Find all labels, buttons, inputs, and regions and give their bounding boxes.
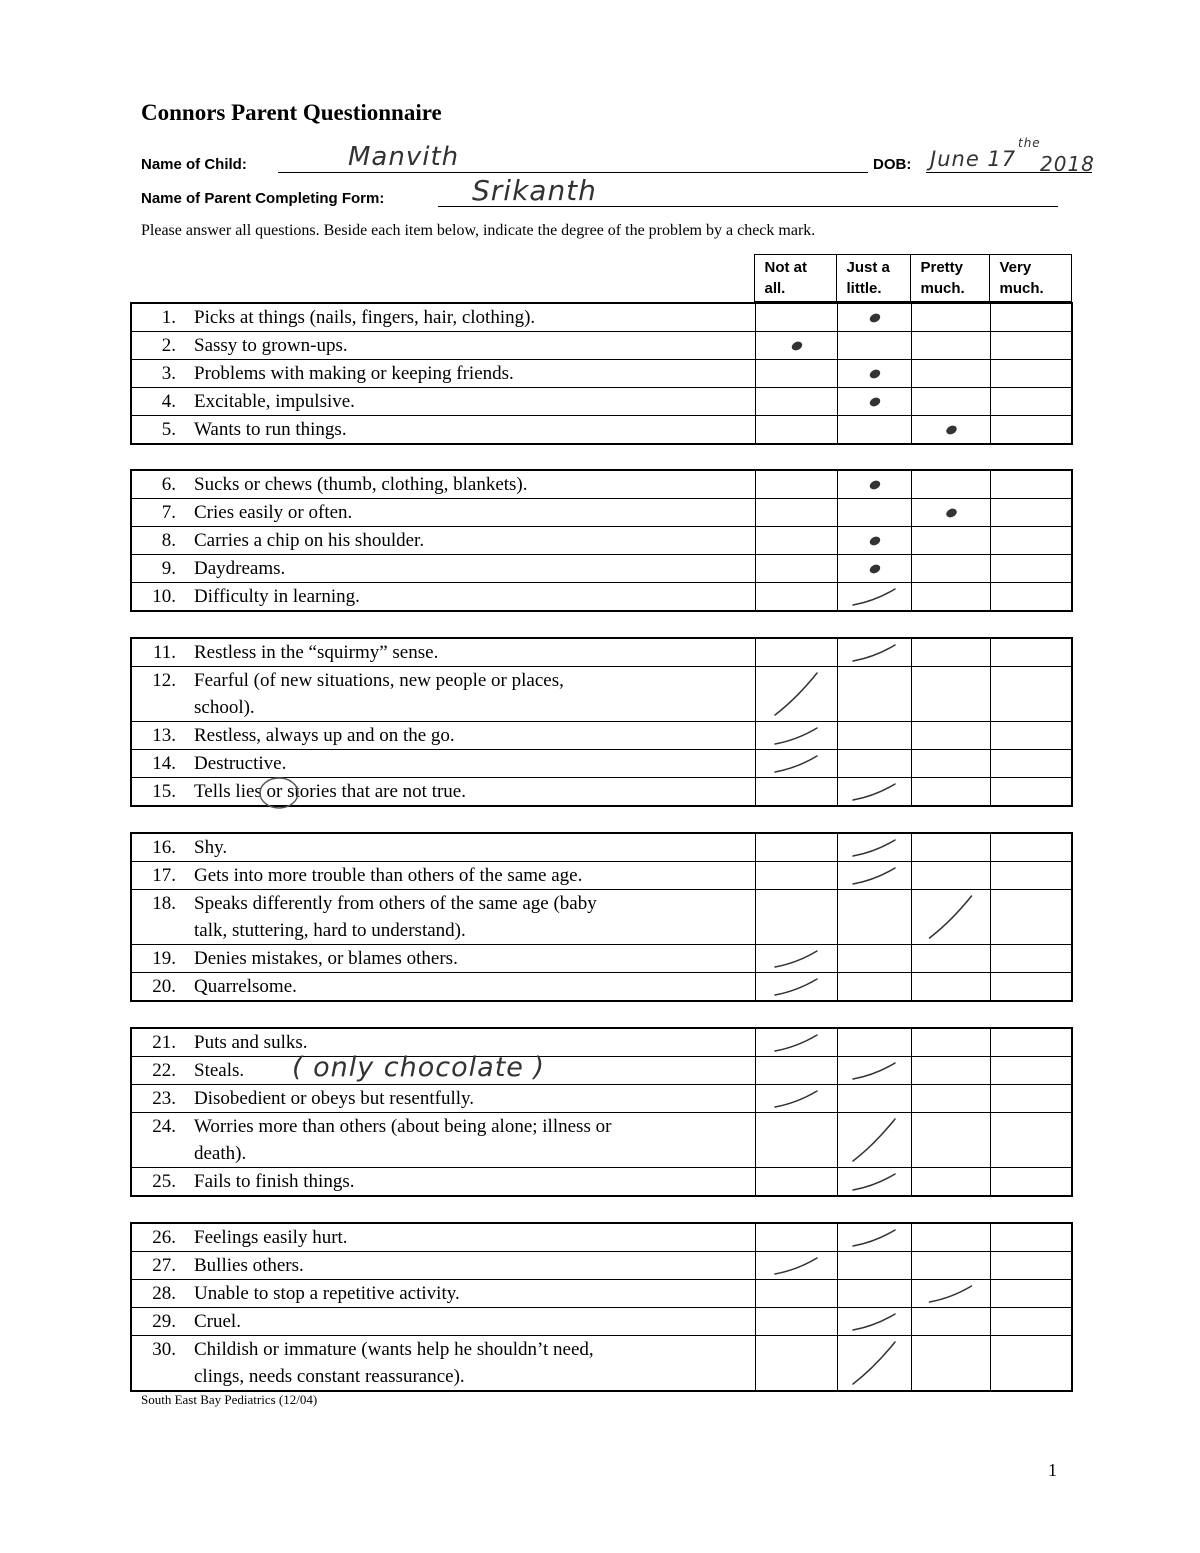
answer-cell-1[interactable] [755,722,837,750]
answer-cell-2[interactable] [837,527,911,555]
answer-cell-1[interactable] [755,862,837,890]
check-mark [912,416,991,444]
question-number: 17. [152,865,176,886]
answer-cell-1[interactable] [755,332,837,360]
question-number: 15. [152,781,176,802]
check-mark [838,639,912,667]
question-text: Destructive. [194,753,287,774]
answer-cell-2[interactable] [837,833,911,862]
check-mark [912,890,991,944]
question-row [131,973,1072,1002]
parent-name-value: Srikanth [472,174,597,207]
answer-cell-1[interactable] [755,470,837,499]
question-text: Speaks differently from others of the same age (baby talk, stuttering, hard to understand). [194,893,597,941]
question-number: 8. [161,530,176,551]
question-text: Sassy to grown-ups. [194,335,348,356]
question-number: 28. [152,1283,176,1304]
answer-cell-3[interactable] [911,527,990,555]
question-row [131,1085,1072,1113]
question-row [131,555,1072,583]
question-row [131,1336,1072,1392]
column-header [130,254,1072,302]
answer-cell-2[interactable] [837,945,911,973]
question-text: Daydreams. [194,558,286,579]
answer-cell-2[interactable] [837,973,911,1002]
answer-cell-3[interactable] [911,973,990,1002]
question-text: Worries more than others (about being alone; illness or death). [194,1116,612,1164]
question-cell [131,1280,755,1308]
answer-cell-1[interactable] [755,667,837,722]
question-text: Gets into more trouble than others of the same age. [194,865,583,886]
check-mark [838,1308,912,1336]
answer-cell-1[interactable] [755,1028,837,1057]
question-cell [131,750,755,778]
answer-cell-4[interactable] [990,1113,1072,1168]
check-mark [756,667,838,721]
question-cell [131,833,755,862]
question-number: 7. [161,502,176,523]
question-number: 18. [152,893,176,914]
answer-cell-4[interactable] [990,890,1072,945]
answer-cell-1[interactable] [755,1308,837,1336]
check-mark [838,834,912,862]
answer-cell-2[interactable] [837,416,911,445]
question-cell [131,555,755,583]
answer-cell-3[interactable] [911,1252,990,1280]
answer-cell-3[interactable] [911,890,990,945]
question-number: 22. [152,1060,176,1081]
answer-cell-4[interactable] [990,470,1072,499]
question-cell [131,1308,755,1336]
question-number: 4. [161,391,176,412]
answer-cell-3[interactable] [911,416,990,445]
answer-cell-4[interactable] [990,1223,1072,1252]
answer-cell-4[interactable] [990,722,1072,750]
answer-cell-1[interactable] [755,1057,837,1085]
question-row [131,1113,1072,1168]
item-group [130,832,1073,1002]
answer-cell-1[interactable] [755,555,837,583]
answer-cell-1[interactable] [755,388,837,416]
answer-cell-2[interactable] [837,303,911,332]
question-text: Sucks or chews (thumb, clothing, blankets). [194,474,528,495]
question-cell [131,1085,755,1113]
answer-cell-3[interactable] [911,1308,990,1336]
question-row [131,1028,1072,1057]
question-number: 21. [152,1032,176,1053]
answer-cell-3[interactable] [911,1168,990,1197]
answer-cell-2[interactable] [837,1057,911,1085]
answer-cell-2[interactable] [837,583,911,612]
question-text: Cruel. [194,1311,241,1332]
question-row [131,388,1072,416]
check-mark [756,332,838,360]
answer-cell-3[interactable] [911,638,990,667]
child-name-field[interactable] [278,172,868,173]
check-mark [838,1113,912,1167]
answer-cell-3[interactable] [911,1336,990,1392]
answer-cell-1[interactable] [755,527,837,555]
answer-cell-2[interactable] [837,1113,911,1168]
question-cell [131,1336,755,1392]
answer-cell-3[interactable] [911,862,990,890]
answer-cell-1[interactable] [755,1223,837,1252]
answer-cell-4[interactable] [990,862,1072,890]
question-row [131,1168,1072,1197]
dob-label: DOB: [873,156,912,173]
question-cell [131,862,755,890]
answer-cell-4[interactable] [990,945,1072,973]
question-cell [131,1113,755,1168]
question-text: Excitable, impulsive. [194,391,355,412]
answer-cell-4[interactable] [990,499,1072,527]
check-mark [912,499,991,527]
question-text: Wants to run things. [194,419,347,440]
question-cell [131,667,755,722]
check-mark [756,973,838,1001]
child-name-label: Name of Child: [141,156,247,173]
question-number: 3. [161,363,176,384]
check-mark [756,1029,838,1057]
answer-cell-1[interactable] [755,1336,837,1392]
answer-cell-4[interactable] [990,583,1072,612]
answer-cell-3[interactable] [911,583,990,612]
answer-cell-2[interactable] [837,862,911,890]
answer-cell-1[interactable] [755,973,837,1002]
steals-note: ( only chocolate ) [292,1052,546,1083]
question-row [131,1308,1072,1336]
answer-cell-4[interactable] [990,778,1072,807]
lies-circle [258,775,308,811]
answer-cell-3[interactable] [911,1223,990,1252]
check-mark [756,722,838,750]
answer-cell-3[interactable] [911,1028,990,1057]
answer-cell-3[interactable] [911,555,990,583]
page-title: Connors Parent Questionnaire [141,100,442,125]
column-not-at-all: Not at all. [754,255,836,302]
column-just-a-little: Just a little. [836,255,910,302]
question-number: 12. [152,670,176,691]
question-row [131,945,1072,973]
question-number: 20. [152,976,176,997]
answer-cell-3[interactable] [911,667,990,722]
answer-cell-4[interactable] [990,1336,1072,1392]
answer-cell-4[interactable] [990,1280,1072,1308]
question-text: Restless, always up and on the go. [194,725,455,746]
question-text: Feelings easily hurt. [194,1227,348,1248]
question-text: Bullies others. [194,1255,304,1276]
answer-cell-4[interactable] [990,303,1072,332]
check-mark [838,583,912,611]
question-cell [131,527,755,555]
answer-cell-4[interactable] [990,1308,1072,1336]
answer-cell-3[interactable] [911,1085,990,1113]
question-cell [131,1223,755,1252]
question-row [131,1280,1072,1308]
item-group [130,1222,1073,1392]
question-number: 23. [152,1088,176,1109]
question-text: Shy. [194,837,228,858]
question-number: 10. [152,586,176,607]
answer-cell-1[interactable] [755,638,837,667]
question-row [131,303,1072,332]
question-cell [131,945,755,973]
answer-cell-4[interactable] [990,332,1072,360]
answer-cell-1[interactable] [755,833,837,862]
dob-value: June 17 [930,147,1017,171]
check-mark [838,1224,912,1252]
answer-cell-1[interactable] [755,303,837,332]
answer-cell-2[interactable] [837,750,911,778]
question-cell [131,583,755,612]
question-number: 30. [152,1339,176,1360]
answer-cell-3[interactable] [911,778,990,807]
answer-cell-3[interactable] [911,1113,990,1168]
answer-cell-2[interactable] [837,555,911,583]
check-mark [838,1057,912,1085]
question-text: Quarrelsome. [194,976,297,997]
question-cell [131,470,755,499]
check-mark [838,388,912,416]
answer-cell-1[interactable] [755,1252,837,1280]
question-row [131,416,1072,445]
check-mark [912,1280,991,1308]
answer-cell-2[interactable] [837,1028,911,1057]
answer-cell-2[interactable] [837,1280,911,1308]
answer-cell-1[interactable] [755,1168,837,1197]
answer-cell-4[interactable] [990,1057,1072,1085]
question-cell [131,638,755,667]
answer-cell-3[interactable] [911,332,990,360]
question-text: Steals. [194,1060,245,1081]
answer-cell-3[interactable] [911,833,990,862]
question-number: 11. [152,642,176,663]
answer-cell-1[interactable] [755,890,837,945]
check-mark [838,778,912,806]
answer-cell-1[interactable] [755,750,837,778]
answer-cell-2[interactable] [837,638,911,667]
answer-cell-4[interactable] [990,750,1072,778]
answer-cell-4[interactable] [990,833,1072,862]
question-number: 6. [161,474,176,495]
question-row [131,527,1072,555]
answer-cell-4[interactable] [990,388,1072,416]
answer-cell-4[interactable] [990,360,1072,388]
check-mark [838,527,912,555]
check-mark [838,862,912,890]
question-text: Childish or immature (wants help he shouldn’t need, clings, needs constant reassurance). [194,1339,594,1387]
page-number: 1 [1048,1460,1057,1480]
answer-cell-2[interactable] [837,667,911,722]
answer-cell-2[interactable] [837,1085,911,1113]
item-group [130,469,1073,612]
question-cell [131,1168,755,1197]
question-number: 27. [152,1255,176,1276]
question-number: 16. [152,837,176,858]
question-cell [131,722,755,750]
answer-cell-4[interactable] [990,638,1072,667]
item-group [130,1027,1073,1197]
answer-cell-4[interactable] [990,555,1072,583]
check-mark [756,1085,838,1113]
answer-cell-3[interactable] [911,1280,990,1308]
answer-cell-2[interactable] [837,722,911,750]
question-row [131,583,1072,612]
answer-cell-3[interactable] [911,750,990,778]
answer-cell-2[interactable] [837,1168,911,1197]
question-row [131,638,1072,667]
answer-cell-3[interactable] [911,945,990,973]
column-pretty-much: Pretty much. [910,255,989,302]
question-number: 14. [152,753,176,774]
question-number: 29. [152,1311,176,1332]
answer-cell-1[interactable] [755,499,837,527]
answer-cell-2[interactable] [837,360,911,388]
question-row [131,470,1072,499]
question-cell [131,416,755,445]
question-cell [131,388,755,416]
check-mark [756,750,838,778]
answer-cell-1[interactable] [755,1113,837,1168]
question-number: 5. [161,419,176,440]
question-cell [131,303,755,332]
question-text: Carries a chip on his shoulder. [194,530,425,551]
question-row [131,360,1072,388]
question-row [131,722,1072,750]
question-text: Fearful (of new situations, new people or places, school). [194,670,564,718]
question-cell [131,973,755,1002]
answer-cell-1[interactable] [755,360,837,388]
answer-cell-2[interactable] [837,778,911,807]
question-cell [131,1252,755,1280]
question-row [131,667,1072,722]
question-number: 13. [152,725,176,746]
child-name-value: Manvith [348,142,460,172]
question-cell [131,778,755,807]
item-group [130,302,1073,445]
question-row [131,862,1072,890]
question-number: 19. [152,948,176,969]
question-text: Problems with making or keeping friends. [194,363,514,384]
answer-cell-2[interactable] [837,332,911,360]
answer-cell-2[interactable] [837,388,911,416]
answer-cell-3[interactable] [911,722,990,750]
question-number: 1. [161,307,176,328]
answer-cell-3[interactable] [911,499,990,527]
question-row [131,750,1072,778]
question-row [131,332,1072,360]
answer-cell-4[interactable] [990,1252,1072,1280]
answer-cell-3[interactable] [911,470,990,499]
answer-cell-1[interactable] [755,416,837,445]
dob-year: 2018 [1040,152,1095,176]
answer-cell-3[interactable] [911,388,990,416]
answer-cell-2[interactable] [837,890,911,945]
answer-cell-1[interactable] [755,945,837,973]
answer-cell-1[interactable] [755,1085,837,1113]
answer-cell-3[interactable] [911,360,990,388]
column-very-much: Very much. [989,255,1071,302]
question-text: Puts and sulks. [194,1032,308,1053]
question-number: 26. [152,1227,176,1248]
question-cell [131,360,755,388]
question-row [131,1252,1072,1280]
question-number: 2. [161,335,176,356]
question-row [131,833,1072,862]
question-cell [131,890,755,945]
answer-cell-2[interactable] [837,470,911,499]
answer-cell-2[interactable] [837,1223,911,1252]
answer-cell-1[interactable] [755,583,837,612]
question-text: Denies mistakes, or blames others. [194,948,458,969]
answer-cell-4[interactable] [990,1028,1072,1057]
question-cell [131,499,755,527]
question-cell [131,332,755,360]
check-mark [838,1336,912,1390]
answer-cell-2[interactable] [837,1308,911,1336]
question-row [131,890,1072,945]
question-number: 9. [161,558,176,579]
answer-cell-4[interactable] [990,416,1072,445]
question-text: Difficulty in learning. [194,586,360,607]
answer-cell-2[interactable] [837,1252,911,1280]
check-mark [756,945,838,973]
check-mark [838,304,912,332]
check-mark [838,360,912,388]
question-text: Cries easily or often. [194,502,353,523]
instructions: Please answer all questions. Beside each item below, indicate the degree of the problem by a check mark. [141,222,816,239]
dob-suffix: the [1018,136,1041,150]
question-row [131,1223,1072,1252]
question-number: 25. [152,1171,176,1192]
check-mark [838,555,912,583]
question-text: Disobedient or obeys but resentfully. [194,1088,475,1109]
question-text: Tells lies or stories that are not true. [194,781,466,802]
answer-cell-3[interactable] [911,303,990,332]
question-text: Unable to stop a repetitive activity. [194,1283,460,1304]
answer-cell-4[interactable] [990,667,1072,722]
answer-cell-2[interactable] [837,499,911,527]
answer-cell-1[interactable] [755,778,837,807]
question-row [131,499,1072,527]
check-mark [756,1252,838,1280]
answer-cell-3[interactable] [911,1057,990,1085]
footer: South East Bay Pediatrics (12/04) [141,1392,318,1407]
check-mark [838,1168,912,1196]
parent-name-label: Name of Parent Completing Form: [141,190,385,207]
answer-cell-2[interactable] [837,1336,911,1392]
question-text: Picks at things (nails, fingers, hair, clothing). [194,307,536,328]
answer-cell-4[interactable] [990,973,1072,1002]
answer-cell-1[interactable] [755,1280,837,1308]
question-row [131,1057,1072,1085]
question-number: 24. [152,1116,176,1137]
answer-cell-4[interactable] [990,1085,1072,1113]
check-mark [838,471,912,499]
question-text: Restless in the “squirmy” sense. [194,642,439,663]
answer-cell-4[interactable] [990,527,1072,555]
question-text: Fails to finish things. [194,1171,355,1192]
answer-cell-4[interactable] [990,1168,1072,1197]
